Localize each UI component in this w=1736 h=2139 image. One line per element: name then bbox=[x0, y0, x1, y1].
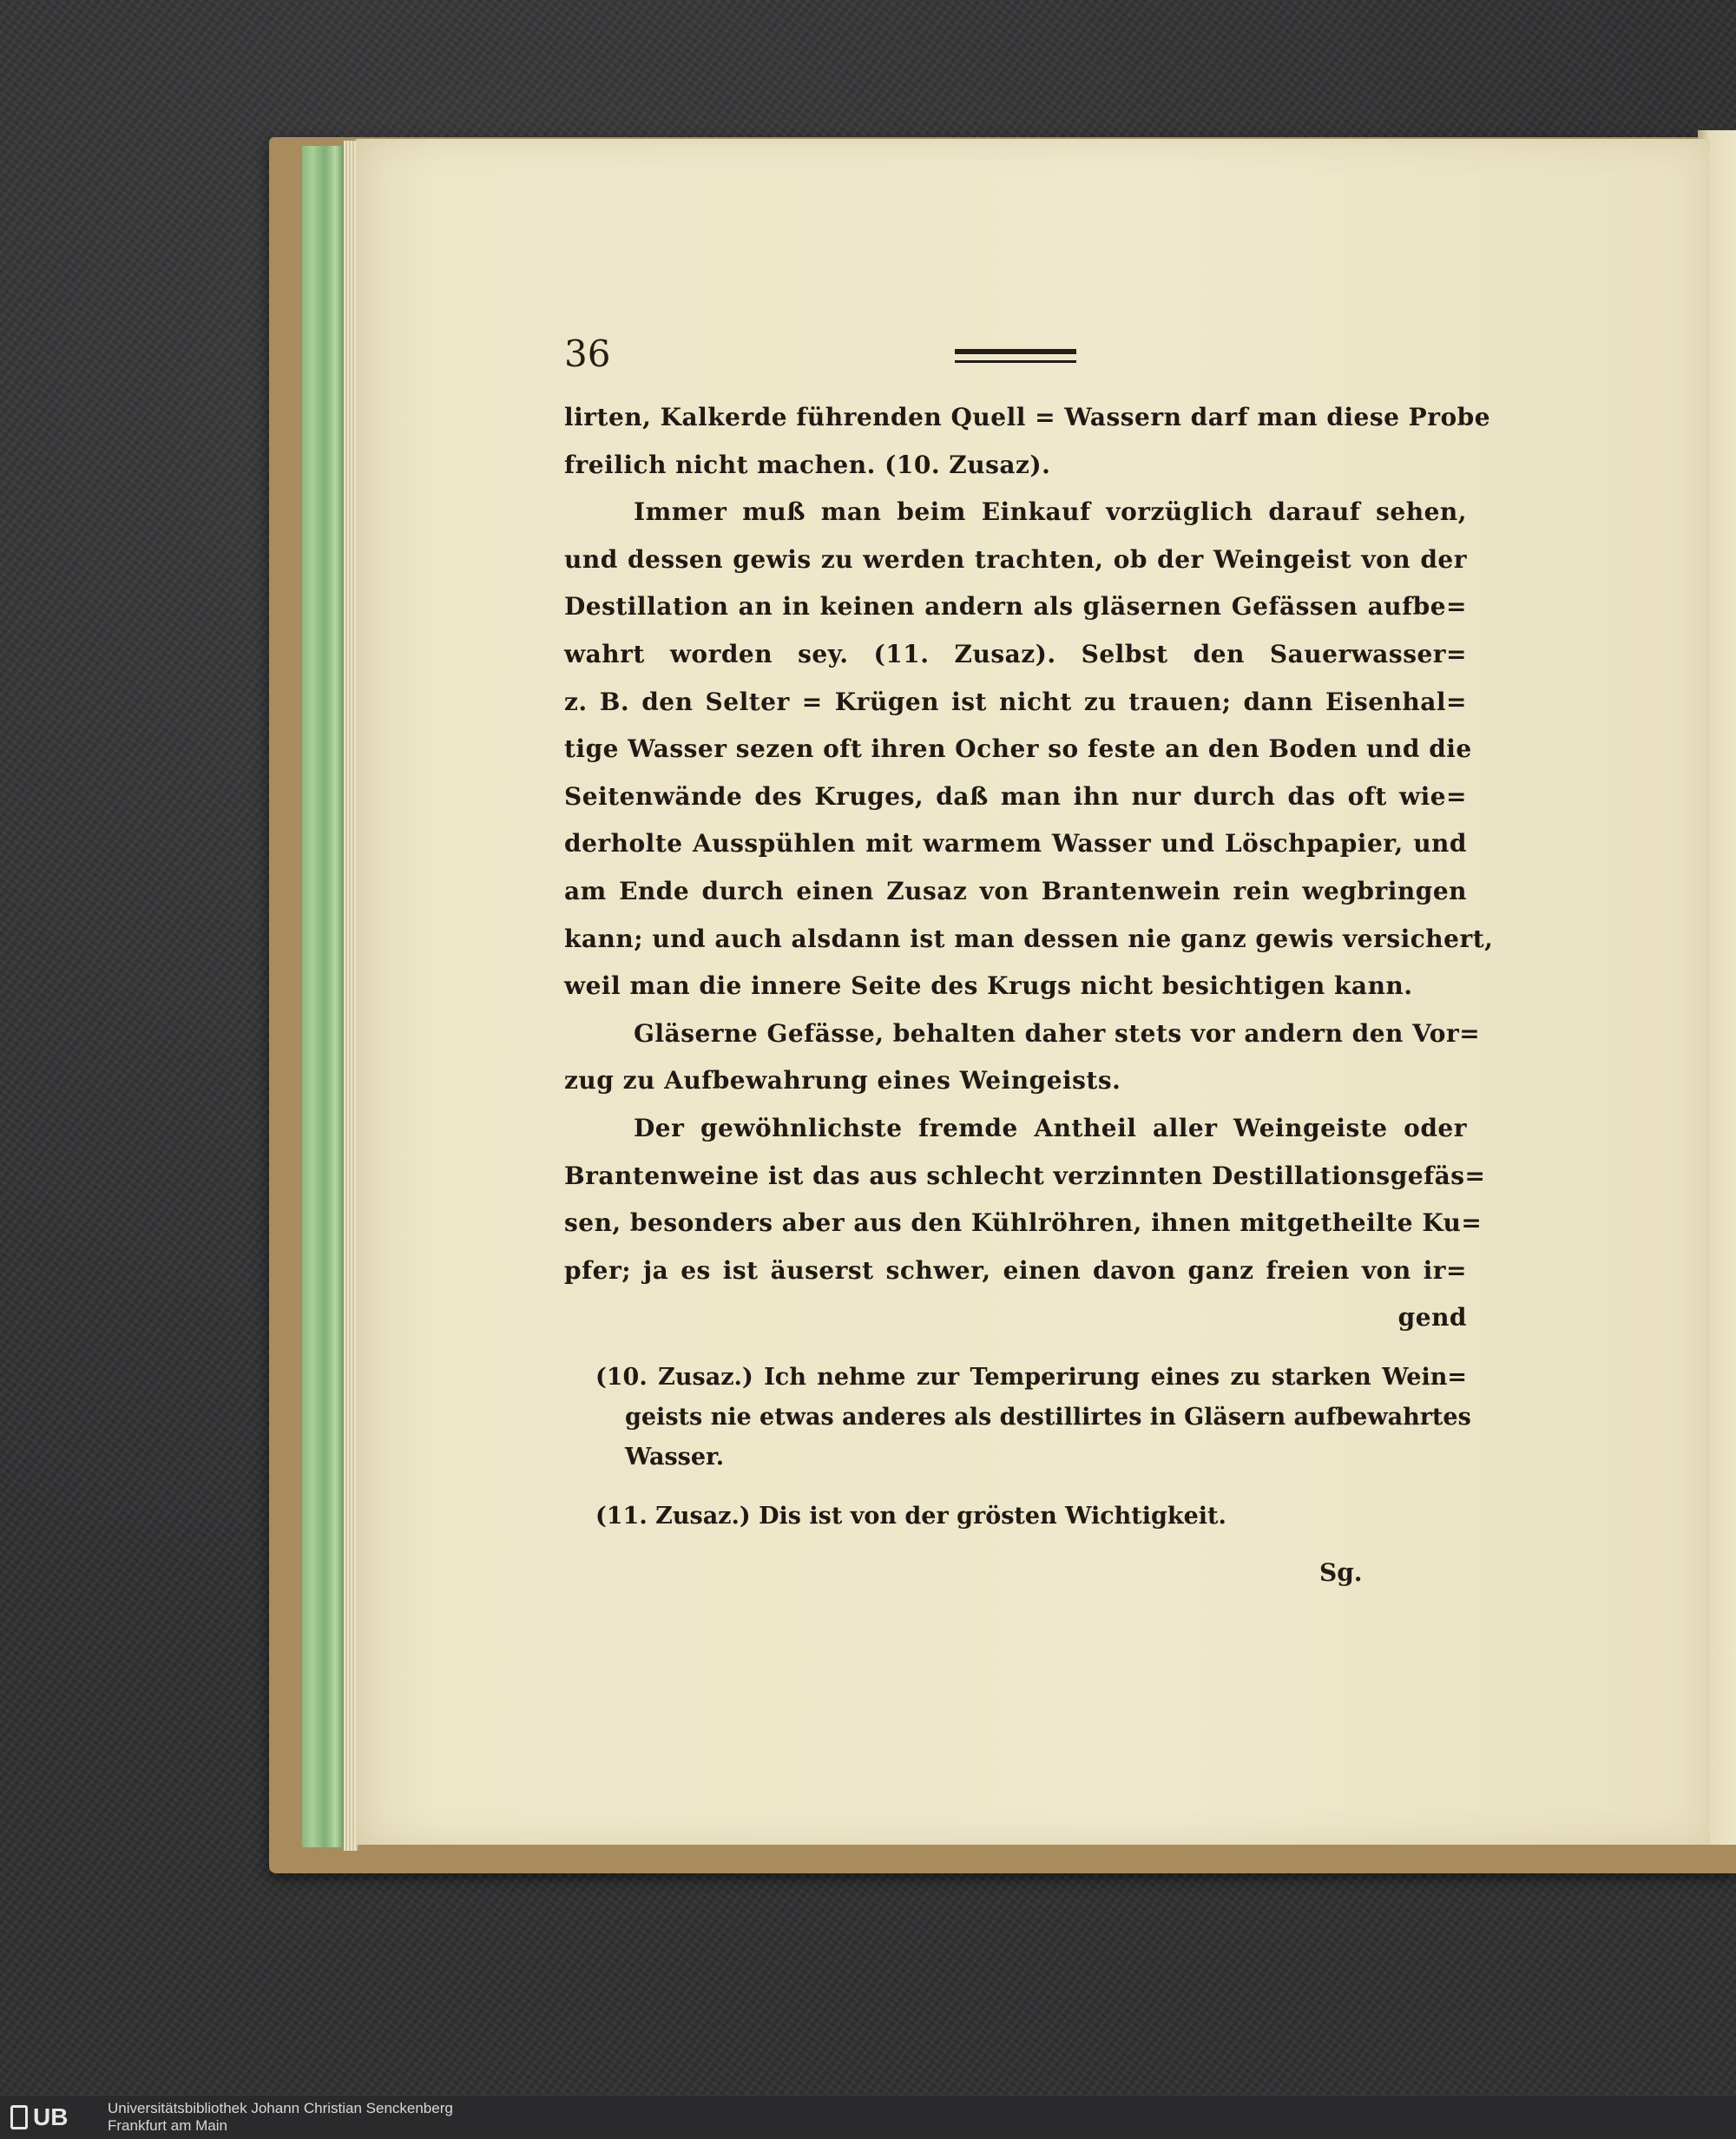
text-line: freilich nicht machen. (10. Zusaz). bbox=[564, 450, 1051, 479]
footnote-line: (10. Zusaz.) Ich nehme zur Temperirung eines zu starken Wein= bbox=[595, 1363, 1467, 1391]
text-line: kann; und auch alsdann ist man dessen nie ganz gewis versichert, bbox=[564, 924, 1494, 953]
signature-mark: Sg. bbox=[1319, 1558, 1363, 1587]
ub-logo bbox=[10, 2103, 68, 2132]
text-line: pfer; ja es ist äuserst schwer, einen davon ganz freien von ir= bbox=[564, 1255, 1467, 1285]
text-line: wahrt worden sey. (11. Zusaz). Selbst den Sauerwasser= bbox=[564, 639, 1467, 668]
library-name: Universitätsbibliothek Johann Christian Senckenberg bbox=[108, 2100, 453, 2116]
page-edge-green bbox=[302, 146, 344, 1847]
text-line: am Ende durch einen Zusaz von Brantenwein rein wegbringen bbox=[564, 876, 1467, 905]
header-rule bbox=[955, 349, 1076, 363]
text-line: Immer muß man beim Einkauf vorzüglich darauf sehen, bbox=[634, 497, 1467, 527]
page-text-block bbox=[564, 332, 1494, 1587]
text-line: Destillation an in keinen andern als gläsernen Gefässen aufbe= bbox=[564, 592, 1467, 622]
page-header bbox=[564, 332, 1467, 394]
footer-bar bbox=[0, 2095, 1736, 2139]
text-line: Seitenwände des Kruges, daß man ihn nur durch das oft wie= bbox=[564, 781, 1467, 811]
text-line: und dessen gewis zu werden trachten, ob der Weingeist von der bbox=[564, 544, 1467, 574]
library-city: Frankfurt am Main bbox=[108, 2117, 227, 2134]
catchword: gend bbox=[1397, 1303, 1467, 1333]
text-line: weil man die innere Seite des Krugs nicht besichtigen kann. bbox=[564, 971, 1413, 1001]
footnote-spacer bbox=[595, 1478, 1467, 1497]
text-line: lirten, Kalkerde führenden Quell = Wassern darf man diese Probe bbox=[564, 403, 1491, 431]
text-line: z. B. den Selter = Krügen ist nicht zu trauen; dann Eisenhal= bbox=[564, 687, 1467, 716]
footnote-line: geists nie etwas anderes als destillirtes in Gläsern aufbewahrtes bbox=[625, 1403, 1471, 1431]
library-logo-icon bbox=[10, 2105, 28, 2129]
text-line: Gläserne Gefässe, behalten daher stets vor andern den Vor= bbox=[634, 1018, 1481, 1048]
footnote-line: (11. Zusaz.) Dis ist von der grösten Wichtigkeit. bbox=[595, 1502, 1226, 1530]
text-line: Der gewöhnlichste fremde Antheil aller Weingeiste oder bbox=[634, 1113, 1467, 1142]
text-line: tige Wasser sezen oft ihren Ocher so feste an den Boden und die bbox=[564, 734, 1472, 764]
text-line: derholte Ausspühlen mit warmem Wasser und Löschpapier, und bbox=[564, 829, 1467, 859]
library-credit bbox=[108, 2100, 453, 2135]
logo-text: UB bbox=[33, 2103, 69, 2130]
text-line: sen, besonders aber aus den Kühlröhren, ihnen mitgetheilte Ku= bbox=[564, 1208, 1483, 1238]
text-line: Brantenweine ist das aus schlecht verzinnten Destillationsgefäs= bbox=[564, 1161, 1486, 1190]
footnotes bbox=[564, 1358, 1471, 1537]
footnote-line: Wasser. bbox=[625, 1443, 725, 1471]
page-number: 36 bbox=[564, 332, 611, 375]
text-line: zug zu Aufbewahrung eines Weingeists. bbox=[564, 1066, 1121, 1096]
